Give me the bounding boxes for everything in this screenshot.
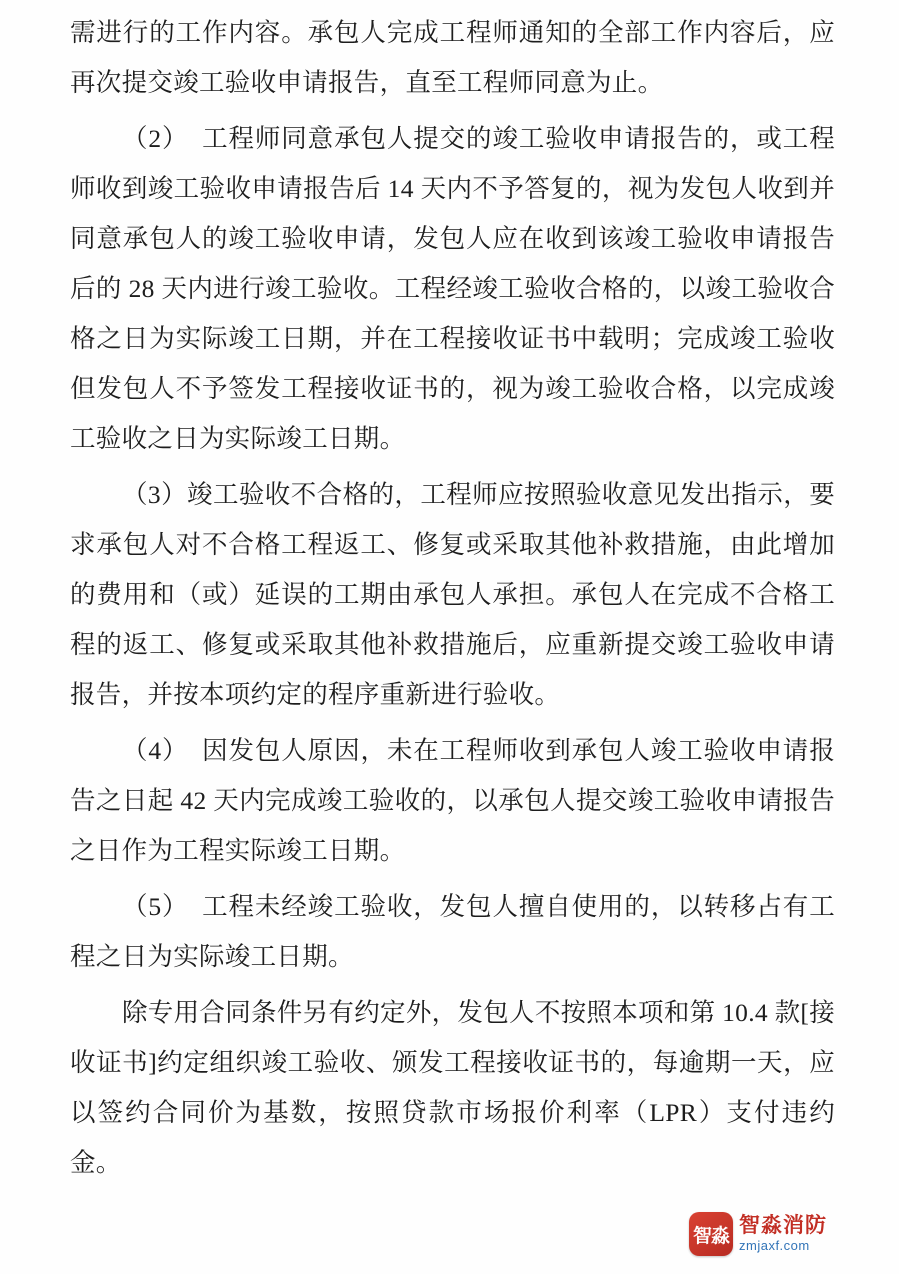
watermark-logo-icon: 智淼 (689, 1212, 733, 1256)
document-body (70, 8, 835, 1188)
watermark (689, 1206, 879, 1262)
paragraph-item-3: （3）竣工验收不合格的，工程师应按照验收意见发出指示，要求承包人对不合格工程返工、修复或采取其他补救措施，由此增加的费用和（或）延误的工期由承包人承担。承包人在完成不合格工程的返工、修复或采取其他补救措施后，应重新提交竣工验收申请报告，并按本项约定的程序重新进行验收。 (70, 480, 835, 709)
watermark-url: zmjaxf.com (739, 1238, 810, 1254)
paragraph-item-2: （2） 工程师同意承包人提交的竣工验收申请报告的，或工程师收到竣工验收申请报告后 14 天内不予答复的，视为发包人收到并同意承包人的竣工验收申请，发包人应在收到该竣工验收申请报告后的 28 天内进行竣工验收。工程经竣工验收合格的，以竣工验收合格之日为实际竣工日期，并在工程接收证书中载明；完成竣工验收但发包人不予签发工程接收证书的，视为竣工验收合格，以完成竣工验收之日为实际竣工日期。 (70, 124, 835, 453)
paragraph-closing: 除专用合同条件另有约定外，发包人不按照本项和第 10.4 款[接收证书]约定组织竣工验收、颁发工程接收证书的，每逾期一天，应以签约合同价为基数，按照贷款市场报价利率（LPR）支付违约金。 (70, 998, 835, 1177)
paragraph-item-4: （4） 因发包人原因，未在工程师收到承包人竣工验收申请报告之日起 42 天内完成竣工验收的，以承包人提交竣工验收申请报告之日作为工程实际竣工日期。 (70, 736, 835, 865)
paragraph-item-5: （5） 工程未经竣工验收，发包人擅自使用的，以转移占有工程之日为实际竣工日期。 (70, 892, 835, 971)
watermark-text (739, 1214, 827, 1253)
paragraph-continued: 需进行的工作内容。承包人完成工程师通知的全部工作内容后，应再次提交竣工验收申请报告，直至工程师同意为止。 (70, 18, 835, 97)
watermark-title: 智淼消防 (739, 1214, 827, 1238)
